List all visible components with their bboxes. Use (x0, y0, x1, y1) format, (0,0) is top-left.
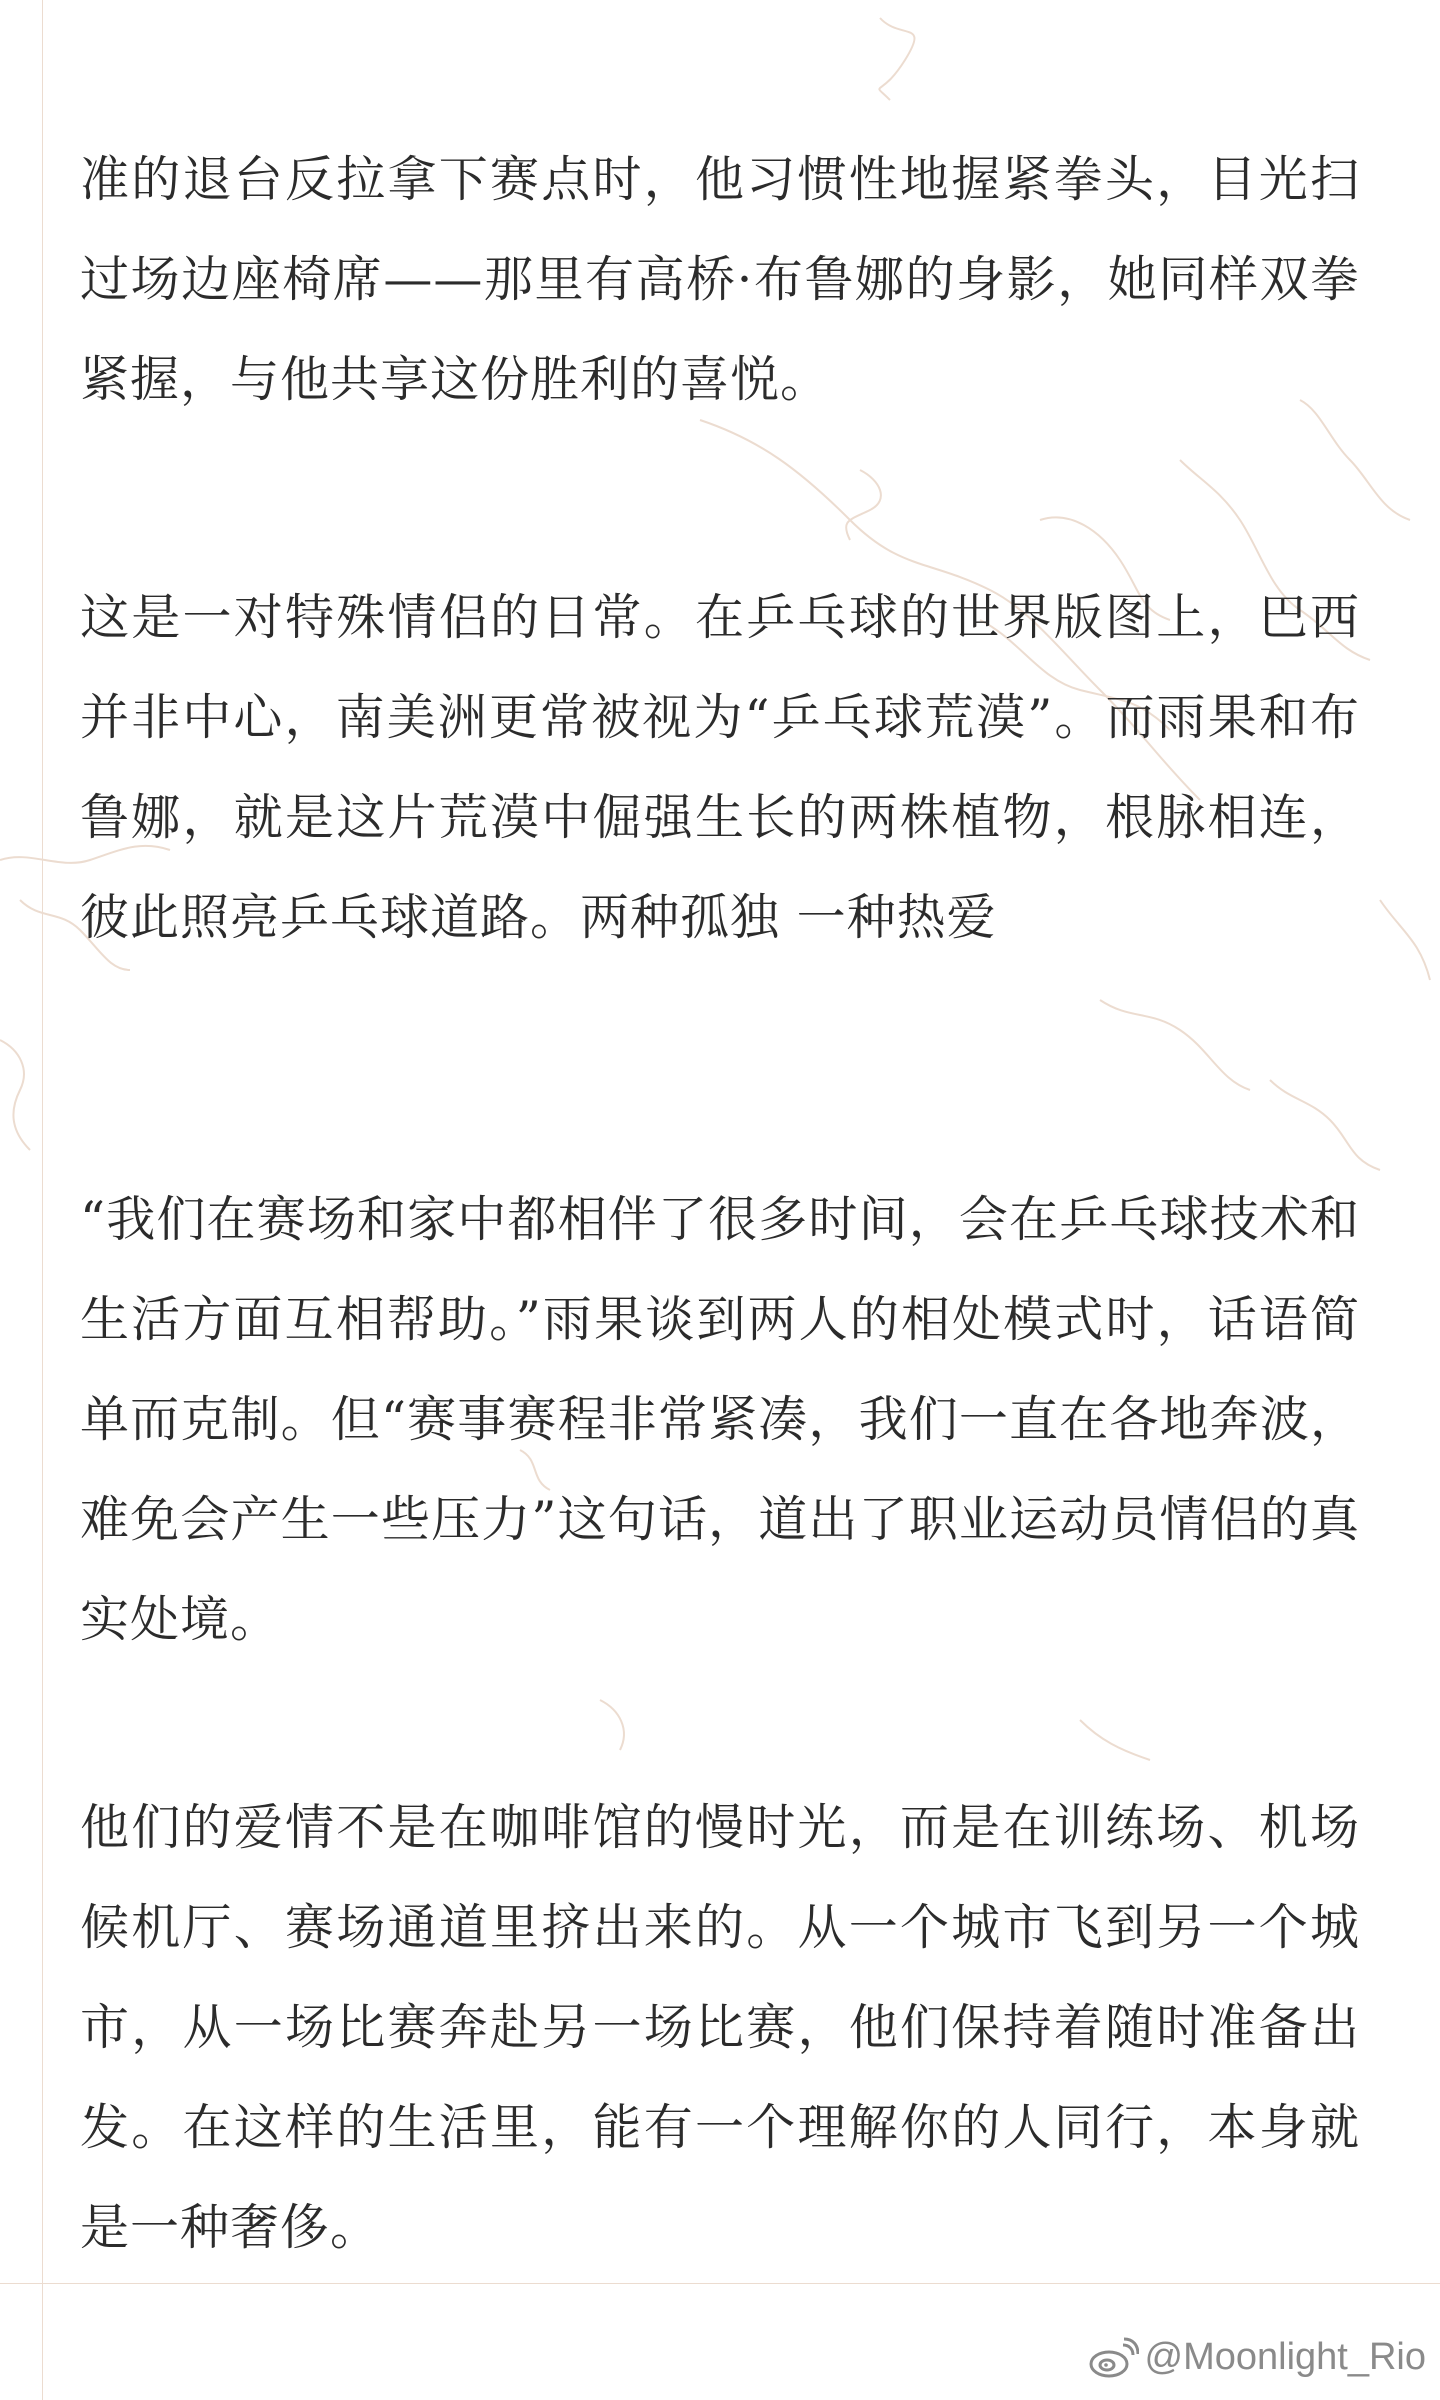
left-margin-line (42, 0, 43, 2400)
watermark-text: @Moonlight_Rio (1144, 2336, 1426, 2378)
bottom-divider (0, 2283, 1440, 2284)
paragraph-4: 他们的爱情不是在咖啡馆的慢时光，而是在训练场、机场候机厅、赛场通道里挤出来的。从一个城市飞到另一个城市，从一场比赛奔赴另一场比赛，他们保持着随时准备出发。在这样的生活里，能有一个理解你的人同行，本身就是一种奢侈。 (80, 1799, 1360, 2256)
paragraph-3: “我们在赛场和家中都相伴了很多时间，会在乒乓球技术和生活方面互相帮助。”雨果谈到两人的相处模式时，话语简单而克制。但“赛事赛程非常紧凑，我们一直在各地奔波，难免会产生一些压力”这句话，道出了职业运动员情侣的真实处境。 (80, 1191, 1360, 1648)
paragraph-1: 准的退台反拉拿下赛点时，他习惯性地握紧拳头，目光扫过场边座椅席——那里有高桥·布鲁娜的身影，她同样双拳紧握，与他共享这份胜利的喜悦。 (80, 151, 1360, 408)
weibo-icon (1087, 2337, 1139, 2379)
paragraph-2: 这是一对特殊情侣的日常。在乒乓球的世界版图上，巴西并非中心，南美洲更常被视为“乒乓球荒漠”。而雨果和布鲁娜，就是这片荒漠中倔强生长的两株植物，根脉相连，彼此照亮乒乓球道路。两种孤独 一种热爱 (80, 589, 1360, 946)
watermark (1087, 2336, 1427, 2379)
